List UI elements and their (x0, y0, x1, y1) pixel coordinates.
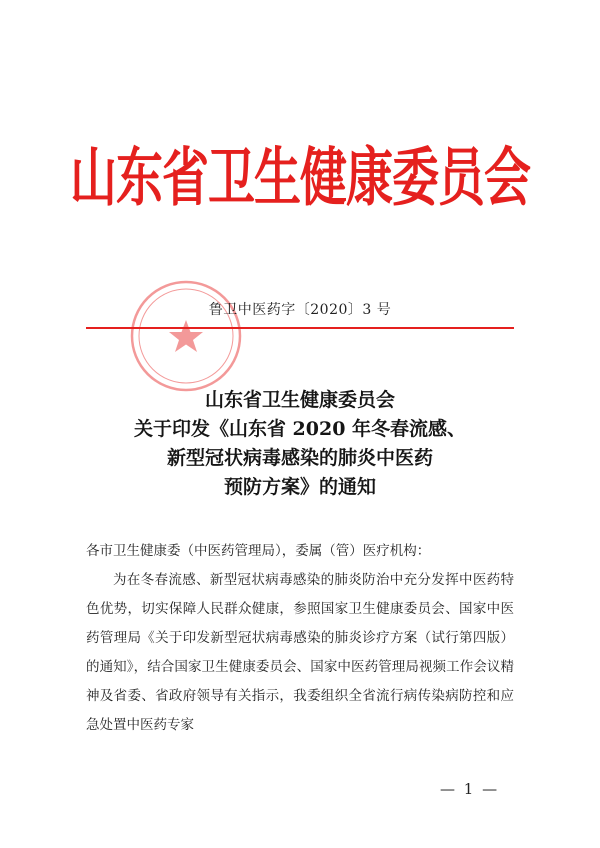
document-body (86, 537, 514, 740)
body-paragraph: 为在冬春流感、新型冠状病毒感染的肺炎防治中充分发挥中医药特色优势，切实保障人民群众健康，参照国家卫生健康委员会、国家中医药管理局《关于印发新型冠状病毒感染的肺炎诊疗方案（试行第四版）的通知》，结合国家卫生健康委员会、国家中医药管理局视频工作会议精神及省委、省政府领导有关指示，我委组织全省流行病传染病防控和应急处置中医药专家 (86, 572, 514, 733)
salutation: 各市卫生健康委（中医药管理局），委属（管）医疗机构： (86, 543, 431, 559)
red-divider (86, 327, 514, 329)
title-line-1: 山东省卫生健康委员会 (204, 389, 395, 411)
issuer-header: 山东省卫生健康委员会 (70, 141, 530, 216)
title-line-3: 新型冠状病毒感染的肺炎中医药 (166, 447, 433, 469)
document-number: 鲁卫中医药字〔2020〕3 号 (208, 302, 392, 318)
title-line-4: 预防方案》的通知 (223, 476, 376, 498)
title-line-2: 关于印发《山东省 2020 年冬春流感、 (133, 418, 467, 440)
page-number: — 1 — (440, 780, 500, 798)
red-seal-star-icon (128, 278, 244, 394)
document-title (0, 386, 600, 502)
